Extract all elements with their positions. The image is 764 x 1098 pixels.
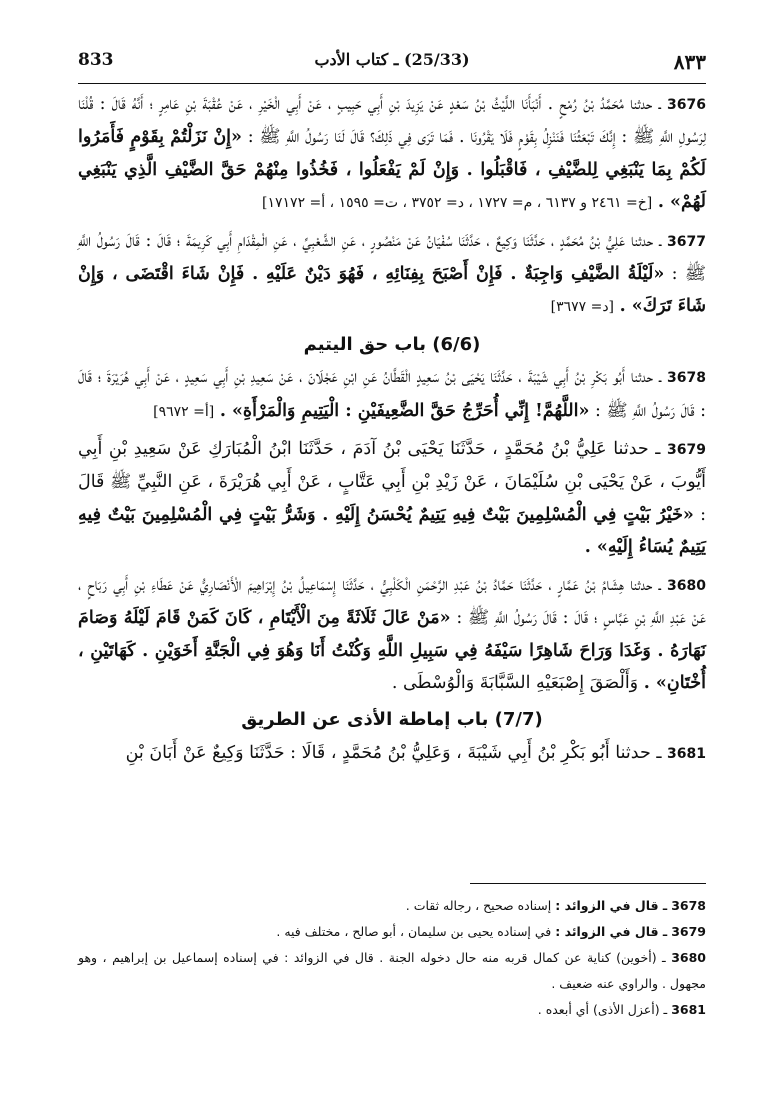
- hadith-number: 3681: [667, 745, 706, 762]
- chapter-heading: (7/7) باب إماطة الأذى عن الطريق: [241, 709, 543, 731]
- hadith-quote: «لَيْلَةُ الضَّيْفِ وَاجِبَةٌ . فَإِنْ أَصْبَحَ بِفِنَائِهِ ، فَهُوَ دَيْنٌ عَلَيْهِ . فَإِنْ شَاءَ اقْتَضَى ، وَإِنْ شَاءَ تَرَكَ» .: [78, 264, 706, 317]
- footnote-text: ـ (أخوين) كناية عن كمال قربه منه حال دخوله الجنة . قال في الزوائد : في إسناده إسماعيل بن إبراهيم ، وهو مجهول . والراوي عنه ضعيف .: [78, 950, 706, 991]
- hadith-chain: ـ حدثنا مُحَمَّدُ بْنُ رُمْحٍ . أَنْبَأَنَا اللَّيْثُ بْنُ سَعْدٍ عَنْ يَزِيدَ بْنِ أَبِي حَبِيبٍ ، عَنْ أَبِي الْخَيْرِ ، عَنْ عُقْبَةَ بْنِ عَامِرٍ ؛ أَنَّهُ قَالَ : قُلْنَا لِرَسُولِ اللَّهِ ﷺ : إِنَّكَ تَبْعَثُنَا فَنَنْزِلُ بِقَوْمٍ فَلَا يَقْرُونَا . فَمَا تَرَى فِي ذَلِكَ؟ قَالَ لَنَا رَسُولُ اللَّهِ ﷺ :: [78, 94, 706, 148]
- hadith-text-body: [78, 88, 706, 775]
- footnote-key: ـ قال في الزوائد :: [555, 924, 668, 939]
- hadith-reference: [د= ٣٦٧٧]: [550, 299, 615, 316]
- hadith-3678: [78, 361, 706, 428]
- footnote-number: 3680: [671, 950, 706, 965]
- footnote-number: 3679: [671, 924, 706, 939]
- hadith-number: 3679: [667, 442, 706, 459]
- hadith-number: 3678: [667, 370, 706, 387]
- hadith-chain: ـ حدثنا هِشَامُ بْنُ عَمَّارٍ ، حَدَّثَنَا حَمَّادُ بْنُ عَبْدِ الرَّحْمَنِ الْكَلْبِيُّ ، حَدَّثَنَا إِسْمَاعِيلُ بْنُ إِبْرَاهِيمَ الْأَنْصَارِيُّ عَنْ عَطَاءِ بْنِ أَبِي رَبَاحٍ ، عَنْ عَبْدِ اللَّهِ بْنِ عَبَّاسٍ ؛ قَالَ : قَالَ رَسُولُ اللَّهِ ﷺ :: [78, 574, 706, 629]
- footnote-3681: [78, 997, 706, 1023]
- running-title: (25/33) ـ كتاب الأدب: [314, 50, 470, 69]
- header-rule: [78, 83, 706, 84]
- footnote-rule: [470, 883, 706, 884]
- hadith-quote: «مَنْ عَالَ ثَلَاثَةً مِنَ الْأَيْتَامِ ، كَانَ كَمَنْ قَامَ لَيْلَهُ وَصَامَ نَهَارَهُ . وَغَدَا وَرَاحَ شَاهِرًا سَيْفَهُ فِي سَبِيلِ اللَّهِ وَكُنْتُ أَنَا وَهُوَ فِي الْجَنَّةِ أَخَوَيْنِ . كَهَاتَيْنِ ، أُخْتَانِ» .: [78, 608, 706, 693]
- hadith-3681: [78, 737, 706, 770]
- hadith-3677: [78, 225, 706, 324]
- hadith-tail: وَأَلْصَقَ إِصْبَعَيْهِ السَّبَّابَةَ وَالْوُسْطَى .: [391, 672, 639, 693]
- hadith-quote: «إِنْ نَزَلْتُمْ بِقَوْمٍ فَأَمَرُوا لَكُمْ بِمَا يَنْبَغِي لِلضَّيْفِ ، فَاقْبَلُوا . وَإِنْ لَمْ يَفْعَلُوا ، فَخُذُوا مِنْهُمْ حَقَّ الضَّيْفِ الَّذِي يَنْبَغِي لَهُمْ» .: [78, 127, 706, 213]
- hadith-3676: [78, 88, 706, 220]
- hadith-number: 3677: [667, 233, 706, 250]
- hadith-quote: «خَيْرُ بَيْتٍ فِي الْمُسْلِمِينَ بَيْتٌ فِيهِ يَتِيمٌ يُحْسَنُ إِلَيْهِ . وَشَرُّ بَيْتٍ فِي الْمُسْلِمِينَ بَيْتٌ فِيهِ يَتِيمٌ يُسَاءُ إِلَيْهِ» .: [78, 504, 706, 558]
- footnote-text: ـ (أعزل الأذى) أي أبعده .: [537, 1002, 668, 1017]
- hadith-3680: [78, 569, 706, 700]
- footnote-number: 3678: [671, 898, 706, 913]
- hadith-number: 3676: [667, 97, 706, 113]
- hadith-chain: ـ حدثنا أَبُو بَكْرِ بْنُ أَبِي شَيْبَةَ ، وَعَلِيُّ بْنُ مُحَمَّدٍ ، قَالَا : حَدَّثَنَا وَكِيعٌ عَنْ أَبَانَ بْنِ: [125, 742, 662, 763]
- footnotes: [78, 893, 706, 1023]
- footnote-text: في إسناده يحيى بن سليمان ، أبو صالح ، مختلف فيه .: [276, 924, 552, 939]
- hadith-reference: [أ= ٩٦٧٢]: [153, 403, 215, 420]
- hadith-chain: ـ حدثنا عَلِيُّ بْنُ مُحَمَّدٍ ، حَدَّثَنَا وَكِيعٌ ، حَدَّثَنَا سُفْيَانُ عَنْ مَنْصُورٍ ، عَنِ الشَّعْبِيِّ ، عَنِ الْمِقْدَامِ أَبِي كَرِيمَةَ ؛ قَالَ : قَالَ رَسُولُ اللَّهِ ﷺ :: [78, 230, 706, 285]
- footnote-number: 3681: [671, 1002, 706, 1017]
- footnote-3678: [78, 893, 706, 919]
- hadith-3679: [78, 433, 706, 564]
- footnote-text: إسناده صحيح ، رجاله ثقات .: [405, 898, 552, 913]
- footnote-3680: [78, 945, 706, 997]
- page-header: [78, 40, 706, 84]
- footnote-key: ـ قال في الزوائد :: [555, 898, 668, 913]
- hadith-number: 3680: [667, 577, 706, 594]
- hadith-reference: [خ= ٢٤٦١ و ٦١٣٧ ، م= ١٧٢٧ ، د= ٣٧٥٢ ، ت= ١٥٩٥ ، أ= ١٧١٧٢]: [262, 195, 653, 212]
- page-number-arabic: ٨٣٣: [673, 50, 706, 74]
- hadith-chain: ـ حدثنا عَلِيُّ بْنُ مُحَمَّدٍ ، حَدَّثَنَا يَحْيَى بْنُ آدَمَ ، حَدَّثَنَا ابْنُ الْمُبَارَكِ عَنْ سَعِيدِ بْنِ أَبِي أَيُّوبَ ، عَنْ يَحْيَى بْنِ سُلَيْمَانَ ، عَنْ زَيْدِ بْنِ أَبِي عَتَّابٍ ، عَنْ أَبِي هُرَيْرَةَ ، عَنِ النَّبِيِّ ﷺ قَالَ :: [78, 439, 706, 525]
- page-number-latin: 833: [78, 50, 114, 70]
- hadith-quote: «اللَّهُمَّ! إِنِّي أُحَرِّجُ حَقَّ الضَّعِيفَيْنِ : الْيَتِيمِ وَالْمَرْأَةِ» .: [219, 400, 590, 421]
- chapter-heading: (6/6) باب حق اليتيم: [303, 333, 481, 355]
- footnote-3679: [78, 919, 706, 945]
- hadith-chain: ـ حدثنا أَبُو بَكْرِ بْنُ أَبِي شَيْبَةَ ، حَدَّثَنَا يَحْيَى بْنُ سَعِيدٍ الْقَطَّانُ عَنِ ابْنِ عَجْلَانَ ، عَنْ سَعِيدِ بْنِ أَبِي سَعِيدٍ ، عَنْ أَبِي هُرَيْرَةَ ؛ قَالَ : قَالَ رَسُولُ اللَّهِ ﷺ :: [78, 367, 706, 421]
